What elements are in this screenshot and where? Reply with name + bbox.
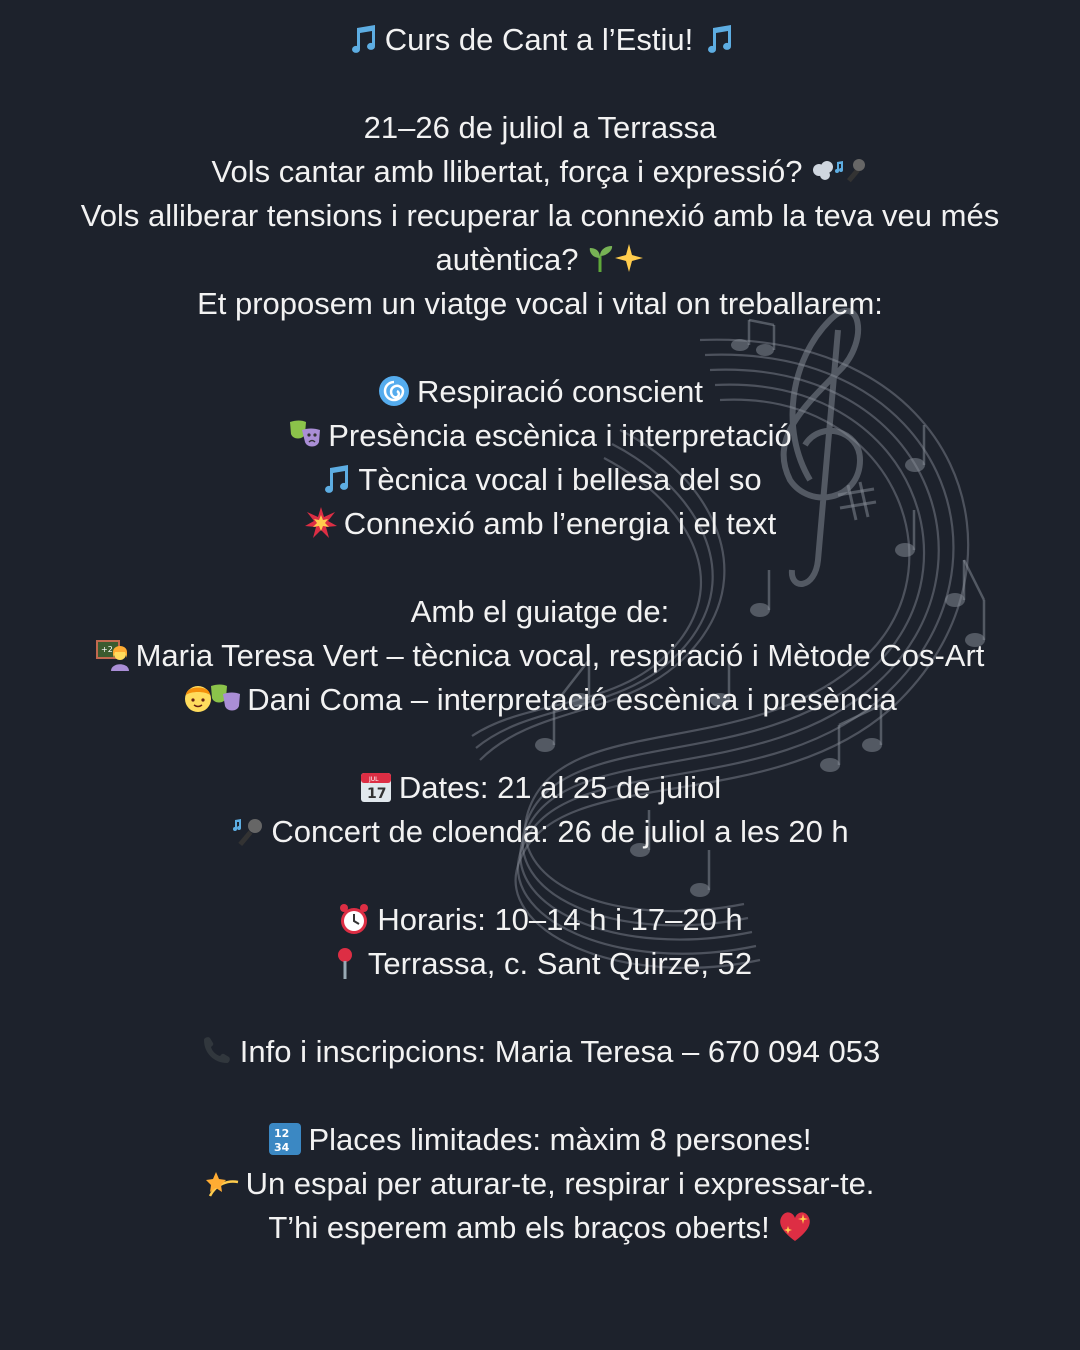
svg-text:17: 17: [366, 786, 387, 802]
microphone-icon: [231, 814, 265, 848]
pin-icon: [328, 946, 362, 980]
hours-line: Horaris: 10–14 h i 17–20 h: [0, 898, 1080, 942]
seedling-sparkles-icon: [587, 242, 645, 276]
date-place: 21–26 de juliol a Terrassa: [363, 110, 717, 145]
music-notes-icon: [345, 22, 379, 56]
cyclone-icon: [377, 374, 411, 408]
topic-item: Connexió amb l’energia i el text: [0, 502, 1080, 546]
poster-title: Curs de Cant a l’Estiu!: [0, 18, 1080, 62]
poster-text: [0, 18, 1080, 1250]
question-2: Vols alliberar tensions i recuperar la connexió amb la teva veu més autèntica?: [80, 198, 1000, 277]
location-line: Terrassa, c. Sant Quirze, 52: [0, 942, 1080, 986]
speech-microphone-icon: [811, 154, 869, 188]
collision-icon: [304, 506, 338, 540]
svg-text:JUL: JUL: [368, 776, 379, 783]
svg-text:+2: +2: [100, 645, 113, 654]
theater-masks-icon: [288, 418, 322, 452]
topic-item: Tècnica vocal i bellesa del so: [0, 458, 1080, 502]
guide-item: Dani Coma – interpretació escènica i presència: [0, 678, 1080, 722]
topic-item: Respiració conscient: [0, 370, 1080, 414]
guide-item: +2 Maria Teresa Vert – tècnica vocal, respiració i Mètode Cos-Art: [0, 634, 1080, 678]
svg-text:34: 34: [274, 1141, 290, 1154]
sparkling-heart-icon: [778, 1210, 812, 1244]
concert-line: Concert de cloenda: 26 de juliol a les 20 h: [0, 810, 1080, 854]
guides-heading: Amb el guiatge de:: [410, 594, 670, 629]
teacher-icon: [96, 638, 130, 672]
question-1: Vols cantar amb llibertat, força i expressió?: [0, 150, 1080, 194]
places-line: 12 34 Places limitades: màxim 8 persones!: [0, 1118, 1080, 1162]
music-notes-icon: [701, 22, 735, 56]
contact-line: Info i inscripcions: Maria Teresa – 670 094 053: [0, 1030, 1080, 1074]
calendar-icon: [359, 770, 393, 804]
phone-icon: [200, 1034, 234, 1068]
person-masks-icon: [183, 682, 241, 716]
svg-text:12: 12: [274, 1127, 290, 1140]
music-notes-icon: [318, 462, 352, 496]
numbers-icon: [268, 1122, 302, 1156]
dizzy-star-icon: [206, 1166, 240, 1200]
dates-line: JUL 17 Dates: 21 al 25 de juliol: [0, 766, 1080, 810]
space-line: Un espai per aturar-te, respirar i expressar-te.: [0, 1162, 1080, 1206]
welcome-line: T’hi esperem amb els braços oberts!: [0, 1206, 1080, 1250]
proposal: Et proposem un viatge vocal i vital on treballarem:: [197, 286, 883, 321]
alarm-clock-icon: [337, 902, 371, 936]
topic-item: Presència escènica i interpretació: [0, 414, 1080, 458]
